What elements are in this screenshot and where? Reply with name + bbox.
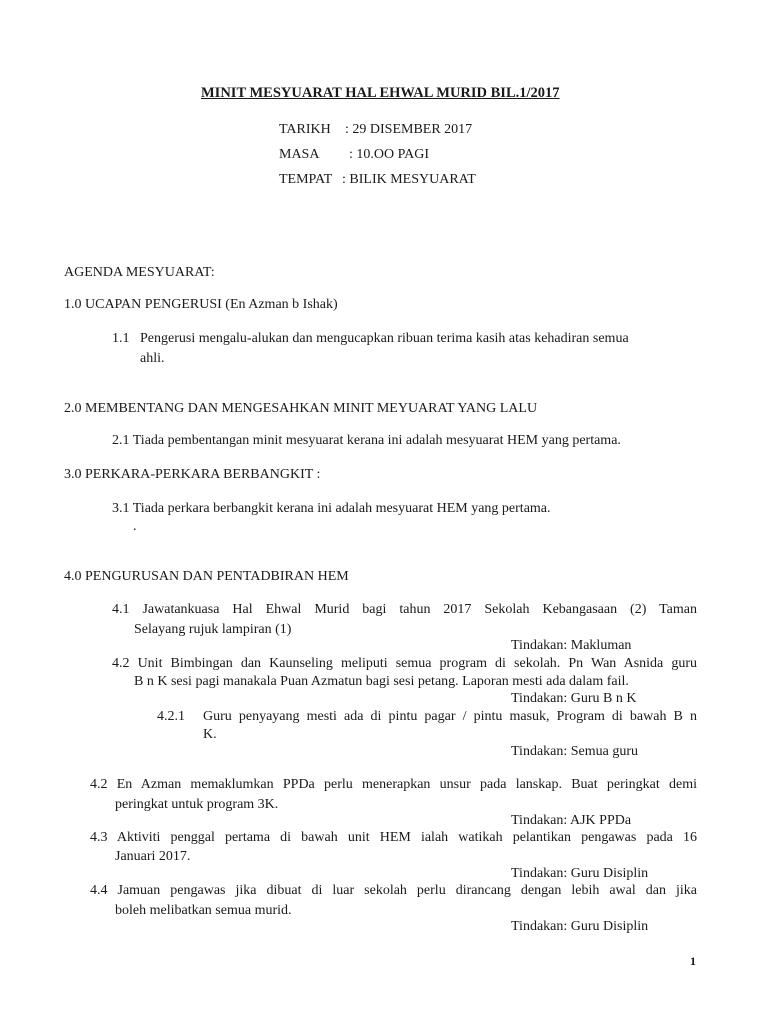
- item-4-1-text-cont: Selayang rujuk lampiran (1): [134, 622, 292, 637]
- item-1-1-text-cont: ahli.: [140, 351, 165, 366]
- item-4-3-text: 4.3 Aktiviti penggal pertama di bawah unit HEM ialah watikah pelantikan pengawas pada 16: [90, 830, 697, 845]
- tarikh-value: : 29 DISEMBER 2017: [345, 122, 473, 137]
- item-4-2-1-number: 4.2.1: [157, 709, 185, 724]
- item-4-4-text: 4.4 Jamuan pengawas jika dibuat di luar sekolah perlu dirancang dengan lebih awal dan jika: [90, 883, 697, 898]
- item-4-2-1-text: Guru penyayang mesti ada di pintu pagar / pintu masuk, Program di bawah B n: [203, 709, 697, 724]
- stray-dot: .: [133, 519, 137, 534]
- agenda-heading: AGENDA MESYUARAT:: [64, 265, 215, 280]
- tempat-value: : BILIK MESYUARAT: [342, 172, 476, 187]
- section-1-heading: 1.0 UCAPAN PENGERUSI (En Azman b Ishak): [64, 297, 338, 312]
- item-4-1-text: 4.1 Jawatankuasa Hal Ehwal Murid bagi tahun 2017 Sekolah Kebangasaan (2) Taman: [112, 602, 697, 617]
- item-4-2-text-cont: B n K sesi pagi manakala Puan Azmatun bagi sesi petang. Laporan mesti ada dalam fail.: [134, 674, 629, 689]
- tempat-label: TEMPAT: [279, 172, 333, 187]
- item-4-4-action: Tindakan: Guru Disiplin: [511, 919, 649, 934]
- item-4-1-action: Tindakan: Makluman: [511, 638, 632, 653]
- masa-label: MASA: [279, 147, 320, 162]
- item-4-2-1-action: Tindakan: Semua guru: [511, 744, 639, 759]
- tarikh-label: TARIKH: [279, 122, 331, 137]
- item-4-2-1-text-cont: K.: [203, 727, 217, 742]
- item-3-1: 3.1 Tiada perkara berbangkit kerana ini adalah mesyuarat HEM yang pertama.: [112, 501, 551, 516]
- item-2-1: 2.1 Tiada pembentangan minit mesyuarat kerana ini adalah mesyuarat HEM yang pertama.: [112, 433, 621, 448]
- section-3-heading: 3.0 PERKARA-PERKARA BERBANGKIT :: [64, 467, 321, 482]
- masa-value: : 10.OO PAGI: [349, 147, 429, 162]
- item-4-3-action: Tindakan: Guru Disiplin: [511, 866, 649, 881]
- item-4-4-text-cont: boleh melibatkan semua murid.: [115, 903, 292, 918]
- item-4-2-text: 4.2 Unit Bimbingan dan Kaunseling meliputi semua program di sekolah. Pn Wan Asnida guru: [112, 656, 697, 671]
- document-title: MINIT MESYUARAT HAL EHWAL MURID BIL.1/2017: [201, 85, 560, 101]
- item-4-2b-text: 4.2 En Azman memaklumkan PPDa perlu menerapkan unsur pada lanskap. Buat peringkat demi: [90, 777, 697, 792]
- item-4-2b-text-cont: peringkat untuk program 3K.: [115, 797, 279, 812]
- page-number: 1: [690, 954, 696, 968]
- item-1-1-text: Pengerusi mengalu-alukan dan mengucapkan ribuan terima kasih atas kehadiran semua: [140, 331, 629, 346]
- item-4-2b-action: Tindakan: AJK PPDa: [511, 813, 632, 828]
- item-1-1-number: 1.1: [112, 331, 130, 346]
- section-4-heading: 4.0 PENGURUSAN DAN PENTADBIRAN HEM: [64, 569, 349, 584]
- item-4-2-action: Tindakan: Guru B n K: [511, 691, 637, 706]
- section-2-heading: 2.0 MEMBENTANG DAN MENGESAHKAN MINIT MEYUARAT YANG LALU: [64, 401, 538, 416]
- item-4-3-text-cont: Januari 2017.: [115, 849, 191, 864]
